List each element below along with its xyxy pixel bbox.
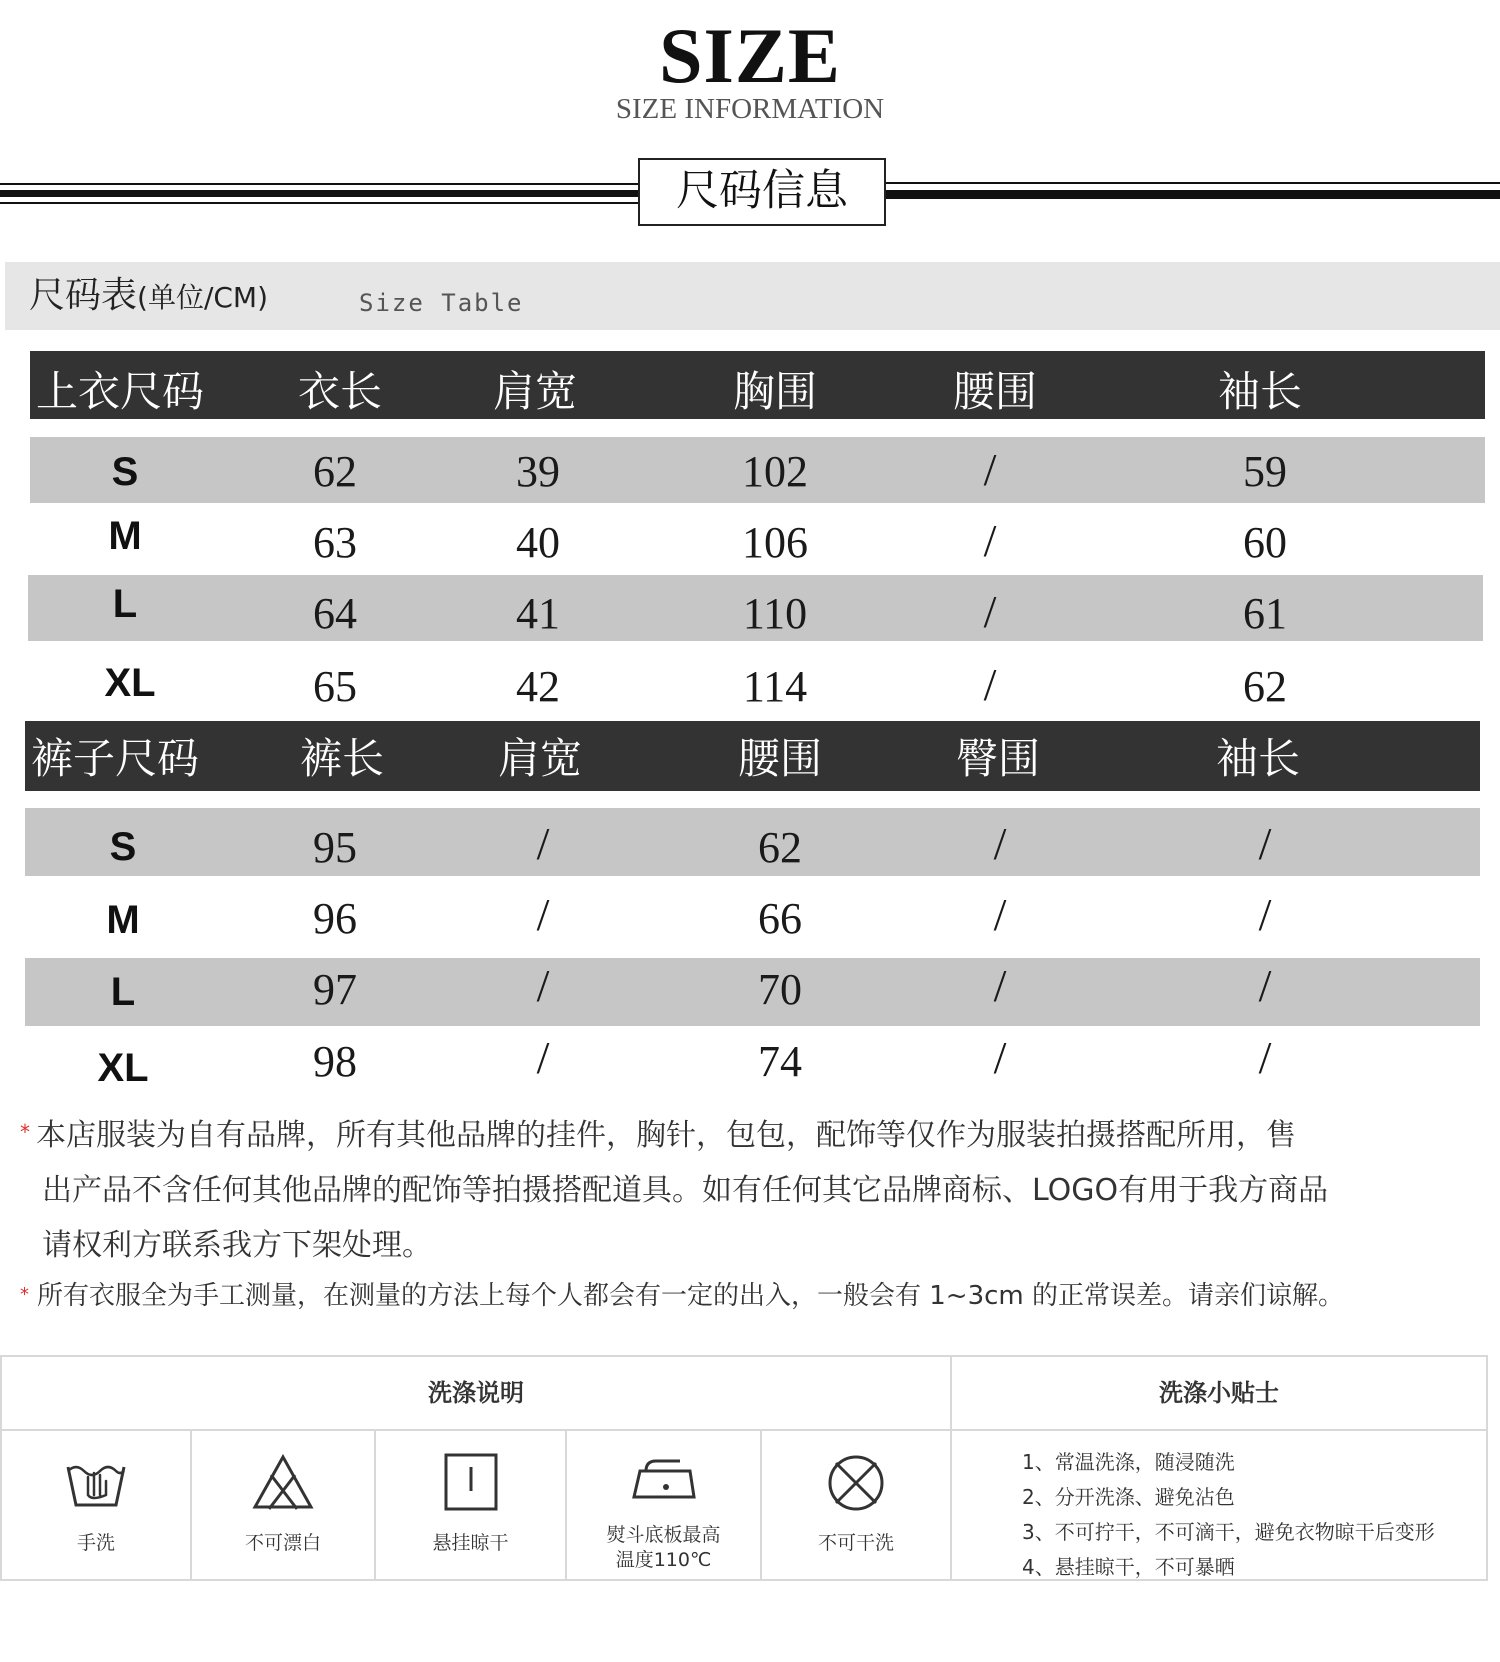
hand-wash-icon bbox=[62, 1451, 130, 1515]
top-row-s-length: 62 bbox=[313, 447, 357, 496]
pants-row-xl-waist: 74 bbox=[758, 1037, 802, 1086]
top-row-xl-chest: 114 bbox=[742, 662, 808, 711]
pants-row-xl-sleeve: / bbox=[1258, 1032, 1272, 1083]
pants-row-l-waist: 70 bbox=[758, 965, 802, 1014]
top-row-xl-length: 65 bbox=[313, 662, 357, 711]
pants-row-l-shoulder: / bbox=[536, 960, 550, 1011]
top-row-l-waist: / bbox=[983, 586, 997, 637]
hand-wash-label: 手洗 bbox=[76, 1532, 115, 1554]
top-header-chest: 胸围 bbox=[732, 367, 817, 416]
brand-disclaimer-text-1: 本店服装为自有品牌，所有其他品牌的挂件，胸针，包包，配饰等仅作为服装拍摄搭配所用，售 bbox=[36, 1118, 1296, 1153]
wash-tip-3: 3、不可拧干，不可滴干，避免衣物晾干后变形 bbox=[1022, 1520, 1435, 1544]
size-table-heading bbox=[5, 262, 1500, 330]
pants-row-l-hip: / bbox=[993, 960, 1007, 1011]
pants-header-length: 裤长 bbox=[299, 734, 384, 783]
top-row-m-sleeve: 60 bbox=[1243, 518, 1287, 567]
top-header-length: 衣长 bbox=[297, 367, 382, 416]
top-row-xl-waist: / bbox=[983, 659, 997, 710]
brand-disclaimer-line-1 bbox=[20, 1105, 1490, 1163]
line-dry-icon bbox=[437, 1451, 505, 1515]
top-row-l-length: 64 bbox=[313, 589, 357, 638]
no-bleach-label: 不可漂白 bbox=[244, 1532, 321, 1554]
brand-disclaimer-line-3: 请权利方联系我方下架处理。 bbox=[42, 1228, 432, 1263]
top-header-sleeve: 袖长 bbox=[1217, 367, 1302, 416]
top-header-waist: 腰围 bbox=[952, 367, 1037, 416]
wash-tip-1: 1、常温洗涤，随浸随洗 bbox=[1022, 1450, 1235, 1474]
size-table-title: 尺码表 bbox=[29, 275, 138, 316]
pants-row-s-length: 95 bbox=[313, 823, 357, 872]
red-star-icon: * bbox=[20, 1284, 29, 1305]
top-row-s-sleeve: 59 bbox=[1243, 447, 1287, 496]
pants-row-xl-size: XL bbox=[97, 1046, 149, 1090]
top-row-s-waist: / bbox=[983, 444, 997, 495]
top-row-m-length: 63 bbox=[313, 518, 357, 567]
top-row-l-chest: 110 bbox=[742, 589, 808, 638]
top-row-l-size: L bbox=[112, 582, 138, 626]
pants-row-m-length: 96 bbox=[313, 894, 357, 943]
left-rule-thin-bottom bbox=[0, 202, 638, 204]
measurement-note-text: 所有衣服全为手工测量，在测量的方法上每个人都会有一定的出入，一般会有 1~3cm 的正常误差。请亲们谅解。 bbox=[37, 1281, 1345, 1311]
pants-row-m-waist: 66 bbox=[758, 894, 802, 943]
size-table-heading-en: Size Table bbox=[359, 289, 524, 317]
brand-disclaimer-line-2: 出产品不含任何其他品牌的配饰等拍摄搭配道具。如有任何其它品牌商标、LOGO有用于我方商品 bbox=[42, 1173, 1329, 1208]
pants-row-s-sleeve: / bbox=[1258, 818, 1272, 869]
top-row-xl-sleeve: 62 bbox=[1243, 662, 1287, 711]
pants-header-hip: 臀围 bbox=[955, 734, 1040, 783]
care-item-iron bbox=[567, 1431, 760, 1581]
top-row-s-size: S bbox=[111, 450, 139, 494]
care-item-no-dry-clean bbox=[762, 1431, 950, 1581]
pants-row-s-shoulder: / bbox=[536, 818, 550, 869]
pants-header-size: 裤子尺码 bbox=[31, 734, 200, 783]
pants-row-xl-hip: / bbox=[993, 1032, 1007, 1083]
pants-row-s-size: S bbox=[109, 825, 137, 869]
pants-row-xl-length: 98 bbox=[313, 1037, 357, 1086]
wash-instructions-title: 洗涤说明 bbox=[428, 1379, 524, 1407]
iron-label-line-2: 温度110℃ bbox=[615, 1549, 712, 1571]
top-row-xl-size: XL bbox=[104, 661, 156, 705]
iron-label-line-1: 熨斗底板最高 bbox=[606, 1524, 721, 1546]
top-row-l-sleeve: 61 bbox=[1243, 589, 1287, 638]
care-instructions-table bbox=[0, 1355, 1488, 1581]
care-item-no-bleach bbox=[192, 1431, 374, 1581]
pants-row-l-length: 97 bbox=[313, 965, 357, 1014]
top-header-size: 上衣尺码 bbox=[36, 367, 205, 416]
top-row-l-shoulder: 41 bbox=[516, 589, 560, 638]
line-dry-label: 悬挂晾干 bbox=[432, 1532, 509, 1554]
pants-row-m-sleeve: / bbox=[1258, 889, 1272, 940]
wash-tip-4: 4、悬挂晾干，不可暴晒 bbox=[1022, 1555, 1235, 1579]
wash-tips-title: 洗涤小贴士 bbox=[1159, 1379, 1279, 1407]
pants-row-l-size: L bbox=[110, 970, 136, 1014]
wash-tip-2: 2、分开洗涤、避免沾色 bbox=[1022, 1485, 1235, 1509]
pants-header-shoulder: 肩宽 bbox=[497, 734, 582, 783]
top-row-m-chest: 106 bbox=[742, 518, 808, 567]
measurement-note bbox=[20, 1275, 1500, 1316]
brand-disclaimer bbox=[20, 1105, 1490, 1273]
care-item-line-dry bbox=[376, 1431, 565, 1581]
size-table-heading-cn bbox=[29, 274, 268, 320]
top-row-m-size: M bbox=[108, 514, 142, 558]
page-subtitle: SIZE INFORMATION bbox=[615, 93, 885, 125]
pants-row-l-sleeve: / bbox=[1258, 960, 1272, 1011]
top-row-m-shoulder: 40 bbox=[516, 518, 560, 567]
red-star-icon: * bbox=[20, 1120, 30, 1144]
right-rule-thin bbox=[886, 182, 1500, 184]
top-header-shoulder: 肩宽 bbox=[492, 367, 577, 416]
pants-header-sleeve: 袖长 bbox=[1215, 734, 1300, 783]
pants-header-waist: 腰围 bbox=[737, 734, 822, 783]
right-rule-thick bbox=[886, 190, 1500, 199]
top-row-m-waist: / bbox=[983, 515, 997, 566]
pants-row-m-shoulder: / bbox=[536, 889, 550, 940]
size-table-unit: (单位/CM) bbox=[137, 281, 269, 314]
iron-icon bbox=[630, 1451, 698, 1515]
left-rule-thin-top bbox=[0, 183, 638, 185]
left-rule-thick bbox=[0, 190, 638, 197]
top-row-s-shoulder: 39 bbox=[516, 447, 560, 496]
section-badge: 尺码信息 bbox=[638, 158, 886, 226]
page-title: SIZE bbox=[659, 12, 841, 99]
care-item-hand-wash bbox=[2, 1431, 190, 1581]
no-bleach-icon bbox=[249, 1451, 317, 1515]
no-dry-clean-label: 不可干洗 bbox=[817, 1532, 894, 1554]
pants-row-xl-shoulder: / bbox=[536, 1032, 550, 1083]
wash-tips-list bbox=[1022, 1445, 1435, 1585]
pants-row-s-hip: / bbox=[993, 818, 1007, 869]
no-dry-clean-icon bbox=[822, 1451, 890, 1515]
iron-label bbox=[567, 1523, 760, 1573]
pants-row-m-hip: / bbox=[993, 889, 1007, 940]
top-row-xl-shoulder: 42 bbox=[516, 662, 560, 711]
pants-row-s-waist: 62 bbox=[758, 823, 802, 872]
top-row-s-chest: 102 bbox=[742, 447, 808, 496]
pants-row-m-size: M bbox=[106, 898, 140, 942]
